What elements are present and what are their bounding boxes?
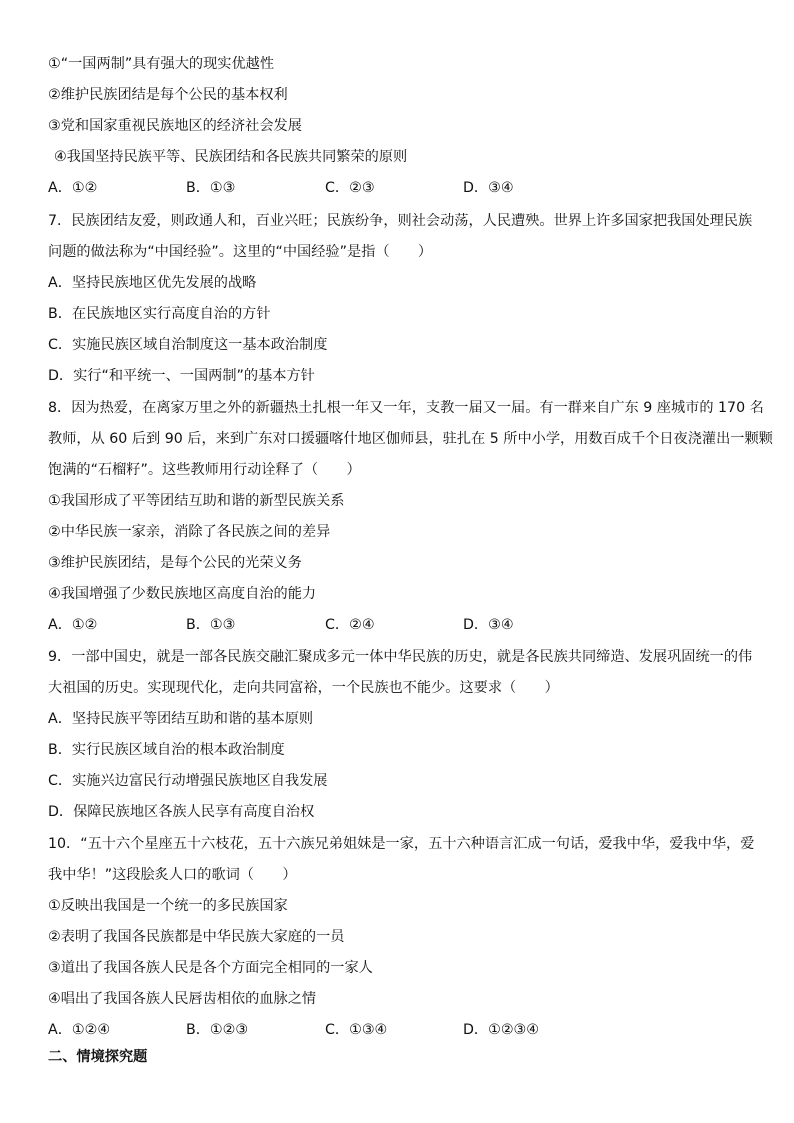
q7-option-c: C．实施民族区域自治制度这一基本政治制度 — [48, 337, 328, 353]
q9-stem-line-1: 9．一部中国史，就是一部各民族交融汇聚成多元一体中华民族的历史，就是各民族共同缔造、发展巩固统一的伟 — [48, 649, 753, 665]
q8-option-c: C．②④ — [325, 617, 375, 633]
section-heading: 二、情境探究题 — [48, 1049, 148, 1065]
q10-statement-4: ④唱出了我国各族人民唇齿相依的血脉之情 — [48, 991, 317, 1007]
q8-stem-line-1: 8．因为热爱，在离家万里之外的新疆热土扎根一年又一年，支教一届又一届。有一群来自广东 9 座城市的 170 名 — [48, 400, 764, 416]
q8-statement-3: ③维护民族团结，是每个公民的光荣义务 — [48, 555, 302, 571]
q6-statement-1: ①“一国两制”具有强大的现实优越性 — [48, 56, 275, 72]
q6-statement-4: ④我国坚持民族平等、民族团结和各民族共同繁荣的原则 — [54, 149, 408, 165]
q6-statement-2: ②维护民族团结是每个公民的基本权利 — [48, 87, 288, 103]
q10-option-b: B．①②③ — [186, 1022, 249, 1038]
q9-option-a: A．坚持民族平等团结互助和谐的基本原则 — [48, 711, 314, 727]
q10-option-c: C．①③④ — [325, 1022, 388, 1038]
q7-option-a: A．坚持民族地区优先发展的战略 — [48, 275, 257, 291]
q9-option-c: C．实施兴边富民行动增强民族地区自我发展 — [48, 773, 328, 789]
q10-stem-line-2: 我中华！”这段脍炙人口的歌词（ ） — [48, 867, 297, 883]
q8-statement-1: ①我国形成了平等团结互助和谐的新型民族关系 — [48, 493, 345, 509]
q6-statement-3: ③党和国家重视民族地区的经济社会发展 — [48, 118, 302, 134]
q10-option-a: A．①②④ — [48, 1022, 111, 1038]
q7-stem-line-1: 7．民族团结友爱，则政通人和，百业兴旺；民族纷争，则社会动荡，人民遭殃。世界上许多国家把我国处理民族 — [48, 213, 753, 229]
q8-option-b: B．①③ — [186, 617, 236, 633]
q10-statement-1: ①反映出我国是一个统一的多民族国家 — [48, 898, 288, 914]
q8-statement-2: ②中华民族一家亲，消除了各民族之间的差异 — [48, 524, 331, 540]
q8-statement-4: ④我国增强了少数民族地区高度自治的能力 — [48, 586, 317, 602]
q10-statement-2: ②表明了我国各民族都是中华民族大家庭的一员 — [48, 929, 345, 945]
q9-option-b: B．实行民族区域自治的根本政治制度 — [48, 742, 285, 758]
q6-option-b: B．①③ — [186, 180, 236, 196]
q7-option-d: D．实行“和平统一、一国两制”的基本方针 — [48, 368, 315, 384]
q6-option-c: C．②③ — [325, 180, 375, 196]
q9-option-d: D．保障民族地区各族人民享有高度自治权 — [48, 804, 315, 820]
q10-stem-line-1: 10．“五十六个星座五十六枝花，五十六族兄弟姐妹是一家，五十六种语言汇成一句话，爱我中华，爱我中华，爱 — [48, 836, 755, 852]
q7-option-b: B．在民族地区实行高度自治的方针 — [48, 306, 271, 322]
q8-stem-line-2: 教师，从 60 后到 90 后，来到广东对口援疆喀什地区伽师县，驻扎在 5 所中小学，用数百成千个日夜浇灌出一颗颗 — [48, 431, 773, 447]
q8-option-a: A．①② — [48, 617, 98, 633]
q10-option-d: D．①②③④ — [463, 1022, 539, 1038]
q6-option-a: A．①② — [48, 180, 98, 196]
q7-stem-line-2: 问题的做法称为“中国经验”。这里的“中国经验”是指（ ） — [48, 244, 433, 260]
q9-stem-line-2: 大祖国的历史。实现现代化，走向共同富裕，一个民族也不能少。这要求（ ） — [48, 680, 559, 696]
q6-option-d: D．③④ — [463, 180, 514, 196]
q8-stem-line-3: 饱满的“石榴籽”。这些教师用行动诠释了（ ） — [48, 462, 361, 478]
q10-statement-3: ③道出了我国各族人民是各个方面完全相同的一家人 — [48, 960, 373, 976]
q8-option-d: D．③④ — [463, 617, 514, 633]
